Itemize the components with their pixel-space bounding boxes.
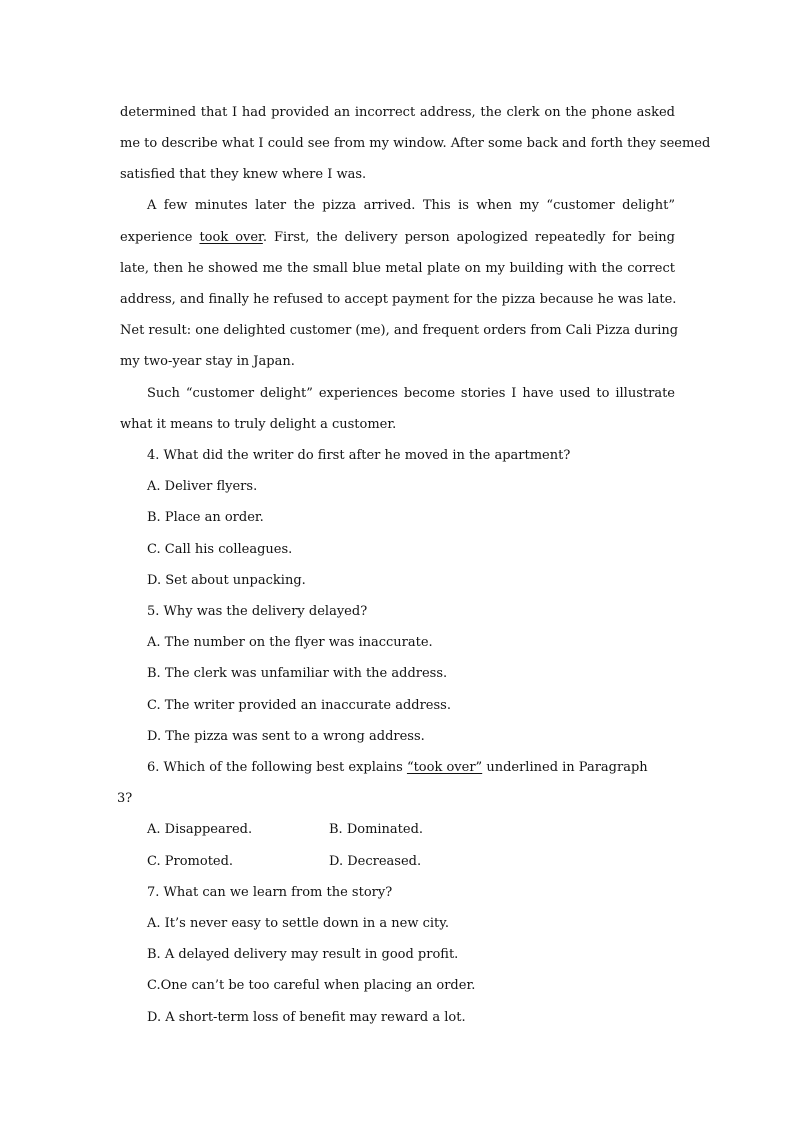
answer-option: B. Place an order.: [147, 510, 264, 525]
passage-line: me to describe what I could see from my window. After some back and forth they seemed: [120, 136, 711, 151]
passage-line: A few minutes later the pizza arrived. This is when my “customer delight”: [147, 198, 675, 213]
underlined-phrase: took over: [199, 230, 263, 245]
answer-option: A. Disappeared.: [147, 822, 253, 837]
answer-option: C.One can’t be too careful when placing an order.: [147, 978, 476, 993]
answer-option: D. A short-term loss of benefit may reward a lot.: [147, 1010, 466, 1025]
underlined-phrase: “took over”: [406, 760, 483, 775]
passage-text: . First, the delivery person apologized repeatedly for being: [262, 230, 675, 245]
question-stem: [147, 758, 675, 778]
question-stem: 7. What can we learn from the story?: [147, 885, 393, 900]
answer-option: C. The writer provided an inaccurate address.: [147, 698, 451, 713]
answer-option: B. The clerk was unfamiliar with the address.: [147, 666, 448, 681]
answer-option: D. Decreased.: [329, 854, 422, 869]
passage-line: what it means to truly delight a customer.: [120, 417, 397, 432]
answer-option: C. Promoted.: [147, 854, 234, 869]
answer-option: A. It’s never easy to settle down in a new city.: [147, 916, 450, 931]
passage-line: address, and finally he refused to accept payment for the pizza because he was late.: [120, 292, 677, 307]
answer-option: B. A delayed delivery may result in good profit.: [147, 947, 459, 962]
question-stem: 5. Why was the delivery delayed?: [147, 604, 368, 619]
passage-line: satisfied that they knew where I was.: [120, 167, 367, 182]
passage-line: Net result: one delighted customer (me), and frequent orders from Cali Pizza during: [120, 323, 679, 338]
passage-line: late, then he showed me the small blue metal plate on my building with the correct: [120, 261, 675, 276]
answer-option: D. Set about unpacking.: [147, 573, 306, 588]
passage-text: experience: [120, 230, 200, 245]
answer-option: A. Deliver flyers.: [147, 479, 258, 494]
answer-option: C. Call his colleagues.: [147, 542, 293, 557]
answer-option: B. Dominated.: [329, 822, 424, 837]
passage-line: Such “customer delight” experiences become stories I have used to illustrate: [147, 386, 675, 401]
passage-line: determined that I had provided an incorrect address, the clerk on the phone asked: [120, 105, 675, 120]
passage-line: [120, 228, 675, 248]
passage-line: my two-year stay in Japan.: [120, 354, 295, 369]
question-text: underlined in Paragraph: [482, 760, 648, 775]
answer-option: D. The pizza was sent to a wrong address.: [147, 729, 425, 744]
question-stem: 4. What did the writer do first after he moved in the apartment?: [147, 448, 571, 463]
question-stem-continuation: 3?: [117, 791, 133, 806]
answer-option: A. The number on the flyer was inaccurate.: [147, 635, 433, 650]
question-text: 6. Which of the following best explains: [147, 760, 407, 775]
